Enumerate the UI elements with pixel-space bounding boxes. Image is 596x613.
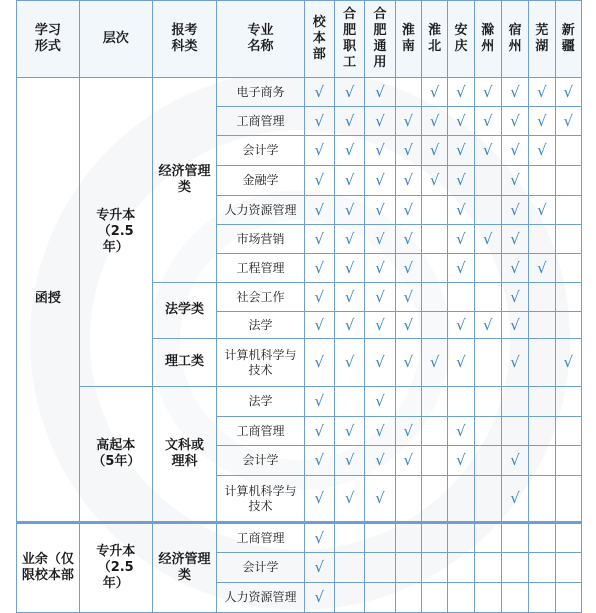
check-cell: √ — [501, 78, 528, 107]
check-cell: √ — [555, 107, 581, 136]
check-cell: √ — [304, 107, 334, 136]
header-level: 层次 — [79, 1, 152, 78]
check-cell: √ — [304, 583, 334, 613]
check-cell: √ — [448, 107, 474, 136]
check-cell — [501, 387, 528, 417]
check-cell — [529, 553, 555, 583]
major-cell: 电子商务 — [217, 78, 304, 107]
major-cell: 会计学 — [217, 446, 304, 476]
header-site-2: 合肥通用 — [365, 1, 395, 78]
form-correspondence: 函授 — [17, 78, 80, 523]
major-cell: 法学 — [217, 387, 304, 417]
check-cell: √ — [304, 196, 334, 225]
check-cell: √ — [501, 339, 528, 387]
check-cell — [365, 583, 395, 613]
check-cell — [448, 476, 474, 523]
check-cell: √ — [448, 136, 474, 166]
category-arts: 文科或理科 — [152, 387, 217, 523]
category-sci: 理工类 — [152, 339, 217, 387]
enrollment-table — [16, 0, 582, 613]
major-cell: 金融学 — [217, 166, 304, 196]
check-cell: √ — [365, 283, 395, 312]
check-cell: √ — [448, 446, 474, 476]
check-cell — [421, 254, 447, 283]
check-cell — [421, 417, 447, 446]
check-cell — [421, 553, 447, 583]
form-spare: 业余（仅限校本部 — [17, 523, 80, 613]
check-cell: √ — [421, 78, 447, 107]
check-cell: √ — [501, 312, 528, 339]
check-cell: √ — [501, 107, 528, 136]
check-cell: √ — [334, 78, 364, 107]
category-law: 法学类 — [152, 283, 217, 339]
check-cell: √ — [448, 225, 474, 254]
check-cell: √ — [334, 339, 364, 387]
check-cell: √ — [448, 166, 474, 196]
check-cell: √ — [365, 254, 395, 283]
check-cell: √ — [501, 446, 528, 476]
major-cell: 工商管理 — [217, 417, 304, 446]
check-cell — [395, 78, 421, 107]
check-cell: √ — [334, 254, 364, 283]
check-cell — [529, 476, 555, 523]
check-cell: √ — [474, 225, 501, 254]
check-cell: √ — [529, 136, 555, 166]
check-cell — [421, 446, 447, 476]
category-econ: 经济管理类 — [152, 78, 217, 283]
check-cell: √ — [474, 312, 501, 339]
check-cell — [555, 166, 581, 196]
major-cell: 法学 — [217, 312, 304, 339]
check-cell — [555, 196, 581, 225]
header-site-4: 淮北 — [421, 1, 447, 78]
check-cell: √ — [474, 136, 501, 166]
level-zsb: 专升本（2.5年） — [79, 78, 152, 387]
check-cell: √ — [334, 196, 364, 225]
check-cell — [334, 553, 364, 583]
check-cell: √ — [395, 312, 421, 339]
check-cell — [448, 387, 474, 417]
check-cell — [474, 476, 501, 523]
check-cell: √ — [448, 78, 474, 107]
major-cell: 市场营销 — [217, 225, 304, 254]
check-cell: √ — [421, 166, 447, 196]
check-cell — [421, 283, 447, 312]
check-cell: √ — [365, 78, 395, 107]
check-cell: √ — [365, 446, 395, 476]
major-cell: 工商管理 — [217, 523, 304, 553]
check-cell: √ — [395, 225, 421, 254]
header-site-5: 安庆 — [448, 1, 474, 78]
check-cell — [555, 523, 581, 553]
check-cell — [529, 387, 555, 417]
check-cell: √ — [304, 476, 334, 523]
check-cell — [474, 417, 501, 446]
check-cell — [448, 283, 474, 312]
check-cell — [421, 225, 447, 254]
check-cell: √ — [529, 78, 555, 107]
check-cell: √ — [555, 339, 581, 387]
level-gqb: 高起本（5年） — [79, 387, 152, 523]
check-cell — [555, 387, 581, 417]
check-cell: √ — [501, 254, 528, 283]
check-cell: √ — [395, 136, 421, 166]
check-cell — [529, 166, 555, 196]
check-cell: √ — [474, 107, 501, 136]
check-cell: √ — [365, 339, 395, 387]
check-cell — [555, 583, 581, 613]
table-row — [17, 523, 582, 553]
table-row — [17, 387, 582, 417]
header-site-8: 芜湖 — [529, 1, 555, 78]
check-cell — [395, 523, 421, 553]
header-site-9: 新疆 — [555, 1, 581, 78]
check-cell: √ — [334, 312, 364, 339]
check-cell: √ — [395, 107, 421, 136]
check-cell — [529, 312, 555, 339]
check-cell: √ — [304, 78, 334, 107]
category-econ2: 经济管理类 — [152, 523, 217, 613]
check-cell: √ — [474, 78, 501, 107]
check-cell: √ — [304, 387, 334, 417]
check-cell — [555, 553, 581, 583]
header-row — [17, 1, 582, 78]
check-cell: √ — [334, 107, 364, 136]
check-cell — [474, 254, 501, 283]
header-site-3: 淮南 — [395, 1, 421, 78]
major-cell: 工程管理 — [217, 254, 304, 283]
check-cell: √ — [365, 136, 395, 166]
check-cell: √ — [501, 476, 528, 523]
check-cell — [555, 136, 581, 166]
check-cell: √ — [334, 283, 364, 312]
check-cell — [448, 553, 474, 583]
check-cell — [529, 417, 555, 446]
header-site-1: 合肥职工 — [334, 1, 364, 78]
check-cell: √ — [395, 196, 421, 225]
check-cell — [474, 339, 501, 387]
check-cell — [555, 254, 581, 283]
check-cell — [474, 283, 501, 312]
check-cell: √ — [501, 225, 528, 254]
check-cell: √ — [334, 225, 364, 254]
check-cell: √ — [448, 196, 474, 225]
check-cell: √ — [448, 417, 474, 446]
check-cell — [365, 523, 395, 553]
header-site-6: 滁州 — [474, 1, 501, 78]
check-cell: √ — [334, 476, 364, 523]
major-cell: 会计学 — [217, 553, 304, 583]
check-cell: √ — [304, 523, 334, 553]
check-cell — [555, 283, 581, 312]
check-cell — [501, 583, 528, 613]
major-cell: 计算机科学与技术 — [217, 339, 304, 387]
check-cell: √ — [395, 166, 421, 196]
check-cell — [555, 225, 581, 254]
check-cell — [421, 476, 447, 523]
major-cell: 会计学 — [217, 136, 304, 166]
check-cell: √ — [304, 283, 334, 312]
check-cell — [421, 523, 447, 553]
check-cell: √ — [501, 136, 528, 166]
level-zsb2: 专升本（2.5年） — [79, 523, 152, 613]
check-cell: √ — [421, 136, 447, 166]
major-cell: 人力资源管理 — [217, 196, 304, 225]
check-cell — [421, 196, 447, 225]
check-cell: √ — [334, 417, 364, 446]
check-cell: √ — [501, 166, 528, 196]
check-cell: √ — [304, 254, 334, 283]
check-cell: √ — [304, 446, 334, 476]
check-cell — [555, 476, 581, 523]
check-cell — [555, 446, 581, 476]
check-cell: √ — [365, 387, 395, 417]
check-cell — [421, 387, 447, 417]
check-cell: √ — [304, 166, 334, 196]
check-cell — [395, 387, 421, 417]
check-cell: √ — [334, 166, 364, 196]
header-site-7: 宿州 — [501, 1, 528, 78]
header-form: 学习形式 — [17, 1, 80, 78]
check-cell: √ — [395, 339, 421, 387]
check-cell: √ — [529, 254, 555, 283]
check-cell — [334, 387, 364, 417]
check-cell — [395, 476, 421, 523]
check-cell — [421, 583, 447, 613]
check-cell — [395, 583, 421, 613]
check-cell: √ — [395, 283, 421, 312]
check-cell: √ — [421, 339, 447, 387]
check-cell — [395, 553, 421, 583]
check-cell: √ — [365, 166, 395, 196]
check-cell: √ — [304, 553, 334, 583]
check-cell: √ — [448, 339, 474, 387]
check-cell: √ — [448, 254, 474, 283]
check-cell — [365, 553, 395, 583]
check-cell: √ — [304, 225, 334, 254]
check-cell — [334, 583, 364, 613]
check-cell: √ — [304, 417, 334, 446]
check-cell — [421, 312, 447, 339]
table-row — [17, 78, 582, 107]
check-cell — [448, 523, 474, 553]
check-cell: √ — [395, 446, 421, 476]
check-cell: √ — [304, 136, 334, 166]
check-cell: √ — [365, 107, 395, 136]
check-cell — [474, 166, 501, 196]
check-cell: √ — [395, 254, 421, 283]
check-cell: √ — [365, 225, 395, 254]
check-cell — [529, 283, 555, 312]
check-cell: √ — [365, 476, 395, 523]
check-cell: √ — [421, 107, 447, 136]
check-cell: √ — [395, 417, 421, 446]
check-cell: √ — [365, 196, 395, 225]
check-cell: √ — [304, 312, 334, 339]
major-cell: 计算机科学与技术 — [217, 476, 304, 523]
check-cell: √ — [501, 196, 528, 225]
check-cell — [529, 339, 555, 387]
major-cell: 工商管理 — [217, 107, 304, 136]
check-cell — [474, 583, 501, 613]
check-cell — [529, 583, 555, 613]
check-cell: √ — [529, 196, 555, 225]
check-cell: √ — [555, 78, 581, 107]
check-cell — [474, 523, 501, 553]
check-cell — [501, 553, 528, 583]
header-major: 专业名称 — [217, 1, 304, 78]
check-cell — [474, 387, 501, 417]
check-cell — [474, 446, 501, 476]
check-cell — [334, 523, 364, 553]
check-cell — [529, 446, 555, 476]
check-cell — [555, 417, 581, 446]
check-cell: √ — [365, 312, 395, 339]
check-cell: √ — [529, 107, 555, 136]
check-cell — [529, 225, 555, 254]
check-cell — [474, 196, 501, 225]
check-cell: √ — [448, 312, 474, 339]
check-cell — [448, 583, 474, 613]
check-cell — [555, 312, 581, 339]
check-cell — [474, 553, 501, 583]
header-category: 报考科类 — [152, 1, 217, 78]
check-cell — [501, 417, 528, 446]
check-cell: √ — [304, 339, 334, 387]
header-site-0: 校本部 — [304, 1, 334, 78]
major-cell: 社会工作 — [217, 283, 304, 312]
check-cell — [501, 523, 528, 553]
check-cell: √ — [334, 446, 364, 476]
check-cell: √ — [334, 136, 364, 166]
check-cell — [529, 523, 555, 553]
check-cell: √ — [365, 417, 395, 446]
check-cell: √ — [501, 283, 528, 312]
major-cell: 人力资源管理 — [217, 583, 304, 613]
